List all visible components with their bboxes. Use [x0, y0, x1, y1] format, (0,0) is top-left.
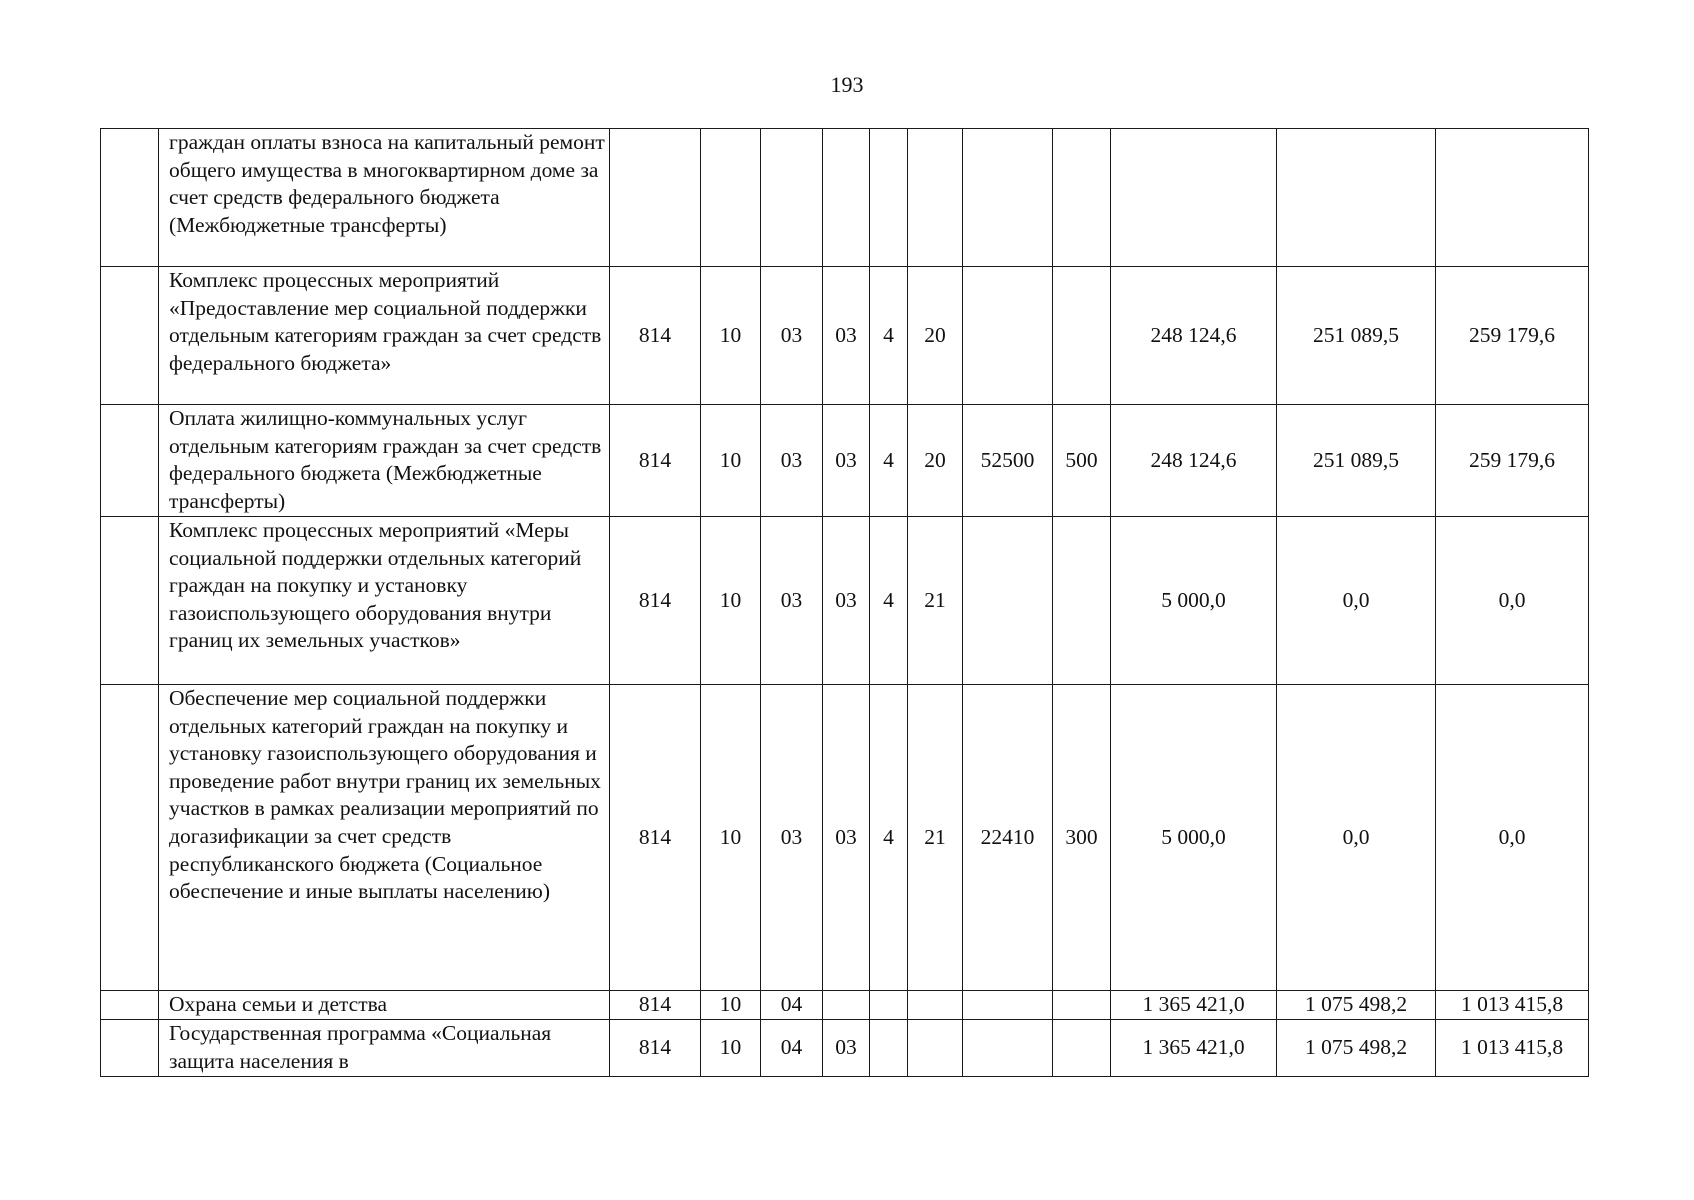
item-name-cell: Комплекс процессных мероприятий «Предоставление мер социальной поддержки отдельным категориям граждан за счет средств федерального бюджета»: [159, 267, 610, 405]
row-number-cell: [101, 405, 159, 517]
expense-type-cell: [1053, 991, 1111, 1020]
item-name-cell: Комплекс процессных мероприятий «Меры социальной поддержки отдельных категорий граждан на покупку и установку газоиспользующего оборудования внутри границ их земельных участков»: [159, 517, 610, 685]
direction-code-cell: [963, 1020, 1053, 1077]
row-number-cell: [101, 1020, 159, 1077]
amount-year1-cell: 1 365 421,0: [1111, 991, 1277, 1020]
program-code-cell: [823, 129, 870, 267]
expense-type-cell: 500: [1053, 405, 1111, 517]
amount-year1-cell: 5 000,0: [1111, 517, 1277, 685]
amount-year1-cell: 5 000,0: [1111, 685, 1277, 991]
structural-element-cell: [908, 1020, 963, 1077]
expense-type-cell: [1053, 129, 1111, 267]
item-name-cell: граждан оплаты взноса на капитальный ремонт общего имущества в многоквартирном доме за счет средств федерального бюджета (Межбюджетные трансферты): [159, 129, 610, 267]
amount-year3-cell: 259 179,6: [1436, 267, 1589, 405]
expense-type-cell: [1053, 267, 1111, 405]
section-cell: 10: [701, 991, 761, 1020]
amount-year2-cell: 0,0: [1277, 685, 1436, 991]
program-type-cell: [870, 129, 908, 267]
subsection-cell: 03: [761, 685, 823, 991]
section-cell: 10: [701, 1020, 761, 1077]
direction-code-cell: [963, 991, 1053, 1020]
subsection-cell: 04: [761, 991, 823, 1020]
amount-year2-cell: 0,0: [1277, 517, 1436, 685]
subsection-cell: 04: [761, 1020, 823, 1077]
amount-year3-cell: 1 013 415,8: [1436, 991, 1589, 1020]
amount-year3-cell: 259 179,6: [1436, 405, 1589, 517]
table-row: [101, 685, 1589, 991]
row-number-cell: [101, 991, 159, 1020]
ministry-code-cell: 814: [610, 991, 701, 1020]
ministry-code-cell: 814: [610, 685, 701, 991]
subsection-cell: [761, 129, 823, 267]
program-code-cell: 03: [823, 685, 870, 991]
direction-code-cell: [963, 129, 1053, 267]
expense-type-cell: 300: [1053, 685, 1111, 991]
structural-element-cell: 21: [908, 685, 963, 991]
amount-year3-cell: 0,0: [1436, 685, 1589, 991]
program-code-cell: [823, 991, 870, 1020]
amount-year1-cell: 248 124,6: [1111, 405, 1277, 517]
ministry-code-cell: [610, 129, 701, 267]
section-cell: 10: [701, 685, 761, 991]
table-row: [101, 129, 1589, 267]
amount-year3-cell: [1436, 129, 1589, 267]
amount-year2-cell: 1 075 498,2: [1277, 1020, 1436, 1077]
direction-code-cell: 22410: [963, 685, 1053, 991]
row-number-cell: [101, 685, 159, 991]
structural-element-cell: [908, 991, 963, 1020]
amount-year1-cell: 1 365 421,0: [1111, 1020, 1277, 1077]
structural-element-cell: [908, 129, 963, 267]
item-name-cell: Обеспечение мер социальной поддержки отдельных категорий граждан на покупку и установку газоиспользующего оборудования и проведение работ внутри границ их земельных участков в рамках реализации мероприятий по догазификации за счет средств республиканского бюджета (Социальное обеспечение и иные выплаты населению): [159, 685, 610, 991]
section-cell: 10: [701, 267, 761, 405]
amount-year1-cell: [1111, 129, 1277, 267]
row-number-cell: [101, 267, 159, 405]
expense-type-cell: [1053, 1020, 1111, 1077]
item-name-cell: Охрана семьи и детства: [159, 991, 610, 1020]
structural-element-cell: 20: [908, 267, 963, 405]
subsection-cell: 03: [761, 517, 823, 685]
ministry-code-cell: 814: [610, 267, 701, 405]
ministry-code-cell: 814: [610, 1020, 701, 1077]
section-cell: [701, 129, 761, 267]
page-number: 193: [830, 72, 864, 97]
amount-year3-cell: 0,0: [1436, 517, 1589, 685]
program-code-cell: 03: [823, 267, 870, 405]
program-type-cell: 4: [870, 685, 908, 991]
table-row: [101, 267, 1589, 405]
item-name-cell: Оплата жилищно-коммунальных услуг отдельным категориям граждан за счет средств федерального бюджета (Межбюджетные трансферты): [159, 405, 610, 517]
program-type-cell: [870, 991, 908, 1020]
section-cell: 10: [701, 405, 761, 517]
program-code-cell: 03: [823, 517, 870, 685]
ministry-code-cell: 814: [610, 405, 701, 517]
table-row: [101, 991, 1589, 1020]
expense-type-cell: [1053, 517, 1111, 685]
subsection-cell: 03: [761, 405, 823, 517]
program-code-cell: 03: [823, 405, 870, 517]
amount-year2-cell: 1 075 498,2: [1277, 991, 1436, 1020]
amount-year3-cell: 1 013 415,8: [1436, 1020, 1589, 1077]
amount-year2-cell: 251 089,5: [1277, 267, 1436, 405]
structural-element-cell: 20: [908, 405, 963, 517]
table-row: [101, 517, 1589, 685]
budget-table: [100, 128, 1589, 1077]
item-name-cell: Государственная программа «Социальная защита населения в: [159, 1020, 610, 1077]
amount-year2-cell: [1277, 129, 1436, 267]
amount-year1-cell: 248 124,6: [1111, 267, 1277, 405]
structural-element-cell: 21: [908, 517, 963, 685]
section-cell: 10: [701, 517, 761, 685]
row-number-cell: [101, 517, 159, 685]
subsection-cell: 03: [761, 267, 823, 405]
ministry-code-cell: 814: [610, 517, 701, 685]
program-code-cell: 03: [823, 1020, 870, 1077]
direction-code-cell: 52500: [963, 405, 1053, 517]
amount-year2-cell: 251 089,5: [1277, 405, 1436, 517]
program-type-cell: [870, 1020, 908, 1077]
program-type-cell: 4: [870, 405, 908, 517]
program-type-cell: 4: [870, 267, 908, 405]
table-row: [101, 1020, 1589, 1077]
row-number-cell: [101, 129, 159, 267]
table-row: [101, 405, 1589, 517]
direction-code-cell: [963, 517, 1053, 685]
program-type-cell: 4: [870, 517, 908, 685]
direction-code-cell: [963, 267, 1053, 405]
